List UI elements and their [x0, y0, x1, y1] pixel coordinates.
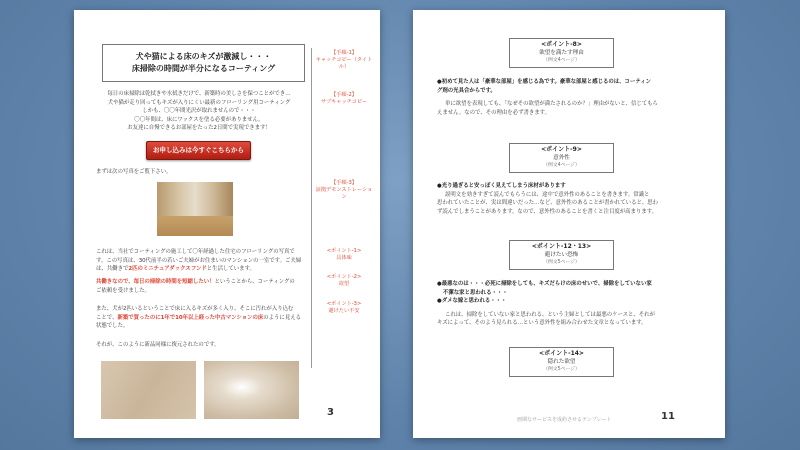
floor-photo-before	[101, 361, 196, 419]
side-note-label: <ポイント-3>	[326, 301, 362, 307]
highlight-text: 新築で買ったのに1年で10年以上経った中古マンションの床	[117, 314, 264, 321]
room-photo	[157, 182, 233, 236]
intro-line: 毎日の床掃除は乾拭きや水拭きだけで、新築時の美しさを保つことができ…	[107, 91, 291, 97]
side-note-point-1	[314, 248, 374, 262]
para-line: ご依頼を受けました。	[96, 287, 150, 294]
bullet-line: ●ダメな嫁と思われる・・・	[437, 298, 507, 304]
margin-divider	[311, 48, 312, 368]
point-subtitle: 隠れた欲望	[547, 359, 576, 365]
para-line	[96, 278, 308, 287]
para-line: これは、掃除をしていない家と思われる、という主婦としては最悪のケースと、それが	[445, 311, 655, 318]
para-line	[96, 265, 308, 274]
left-page	[74, 10, 380, 438]
bullet-line: グ剤の光具合からです。	[437, 87, 496, 94]
para-text: ことで、	[96, 314, 118, 321]
apply-now-button[interactable]: お申し込みは今すぐこちらから	[146, 141, 251, 160]
side-note-label: 【手順-2】	[331, 92, 357, 98]
bullet-line	[437, 78, 709, 87]
side-note-sub: 証拠デモンストレーション	[315, 187, 373, 200]
point-box-9	[509, 143, 614, 173]
point-subtitle: 避けたい恐怖	[544, 252, 579, 258]
side-note-label: 【手順-1】	[331, 50, 357, 56]
para-line: 状態でした。	[96, 323, 129, 329]
side-note-sub: キャッチコピー（タイトル）	[315, 57, 373, 70]
side-note-sub: サブキャッチコピー	[320, 99, 368, 105]
side-note-sub: 欲望	[338, 281, 350, 287]
point-box-14	[509, 347, 614, 377]
paragraph-1	[96, 248, 308, 274]
point-ref: （例文5ページ）	[543, 260, 580, 265]
side-note-label: 【手順-3】	[331, 180, 357, 186]
intro-line: お友達に自慢できるお部屋をたった2日間で実現できます！	[127, 125, 271, 131]
para-line: キズによって、そのよう見られる…という意外性を組み合わせた文章となっています。	[437, 320, 647, 326]
para-line: これは、当社でコーティングの施工して〇年経過した住宅のフローリングの写真で	[96, 249, 295, 255]
paragraph-3	[96, 305, 308, 331]
section-3	[437, 280, 709, 328]
side-note-label: <ポイント-2>	[326, 274, 362, 280]
point-ref: （例文4ページ）	[543, 163, 580, 168]
right-page	[413, 10, 725, 438]
side-note-sub: 具体味	[336, 255, 352, 261]
floor-photo-after	[204, 361, 299, 419]
point-box-12-13	[509, 240, 614, 270]
para-text: と生活しています。	[206, 266, 255, 272]
headline-line-2: 床掃除の時間が半分になるコーティング	[131, 64, 276, 73]
para-line: 単に欲望を表現しても、「なぜその欲望が満たされるのか？」理由がないと、信じてもら	[445, 101, 658, 107]
point-title: <ポイント-8>	[541, 41, 582, 48]
side-note-step-3	[314, 180, 374, 201]
side-note-sub: 避けたい不安	[328, 308, 360, 314]
page-number: 3	[327, 407, 334, 418]
side-note-point-2	[314, 274, 374, 288]
room-photo-floor	[157, 216, 233, 236]
side-note-step-1	[314, 50, 374, 71]
para-line: 思われていたことが、実は間違いだった…など、意外性のあることが書かれていると、思わ	[437, 200, 659, 206]
side-note-step-2	[314, 92, 374, 106]
side-note-label: <ポイント-1>	[326, 248, 362, 254]
side-note-point-3	[314, 301, 374, 315]
bullet-line: 不潔な家と思われる・・・	[443, 289, 508, 296]
point-box-8	[509, 38, 614, 68]
headline-box	[102, 44, 305, 82]
para-line: えません。なので、その理由を必ず書きます。	[437, 109, 550, 116]
para-line: また、犬が2匹いるということで床に入るキズが多く入り、そこに汚れが入り込む	[96, 306, 294, 312]
page-number: 11	[661, 411, 675, 422]
section-2	[437, 182, 709, 216]
point-title: <ポイント-14>	[539, 350, 584, 357]
para-line: す。この写真は、30代前半の若いご夫婦がお住まいのマンションの一室です。ご夫婦	[96, 257, 302, 264]
para-line: 説明文を効きすぎて読んでもらうには、途中で意外性のあることを書きます。常識と	[445, 191, 650, 198]
section-1	[437, 78, 709, 117]
intro-text	[92, 90, 306, 133]
paragraph-4: それが、このように新品同様に復元されたのです。	[96, 342, 220, 348]
para-text: は、共働きで	[96, 266, 129, 272]
intro-line: 犬や猫が走り回ってもキズが入りにくい最新のフローリング用コーティング	[107, 99, 291, 106]
para-text: のように見える	[263, 314, 301, 321]
photo-caption: まずは次の写真をご覧下さい。	[96, 169, 172, 175]
para-line: ず読んでしまうことがあります。なので、意外性のあることを書くと注目度が高まります。	[437, 208, 658, 215]
point-subtitle: 欲望を満たす理由	[539, 50, 584, 56]
para-text: ということから、コーティングの	[214, 279, 295, 285]
page-footer: 画期なサービスを成約させるテンプレート	[517, 417, 612, 423]
headline-line-1: 犬や猫による床のキズが激減し・・・	[135, 52, 272, 61]
point-ref: （例文5ページ）	[543, 367, 580, 372]
highlight-text: 2匹のミニチュアダックスフンド	[128, 266, 207, 272]
para-line	[96, 314, 308, 323]
paragraph-2	[96, 278, 308, 295]
highlight-text: 共働きなので、毎日の掃除の時間を短縮したい！	[96, 279, 215, 285]
point-title: <ポイント-9>	[541, 146, 582, 153]
point-ref: （例文4ページ）	[543, 58, 580, 63]
point-subtitle: 意外性	[553, 155, 570, 161]
point-title: <ポイント-12・13>	[531, 243, 592, 250]
intro-line: 〇〇年間は、床にワックスを塗る必要がありません。	[134, 116, 264, 123]
bullet-line: ●最悪なのは・・・必死に掃除をしても、キズだらけの床のせいで、掃除をしていない家	[437, 281, 652, 287]
intro-line: しかも、〇〇年間光沢が取れませんので・・・	[142, 108, 256, 114]
bullet-line: ●光り過ぎると安っぽく見えてしまう床材があります	[437, 183, 566, 189]
bullet-text: ●初めて見た人は「豪華な部屋」を感じる為です。豪華な部屋と感じるのは、コーティン	[437, 79, 652, 85]
